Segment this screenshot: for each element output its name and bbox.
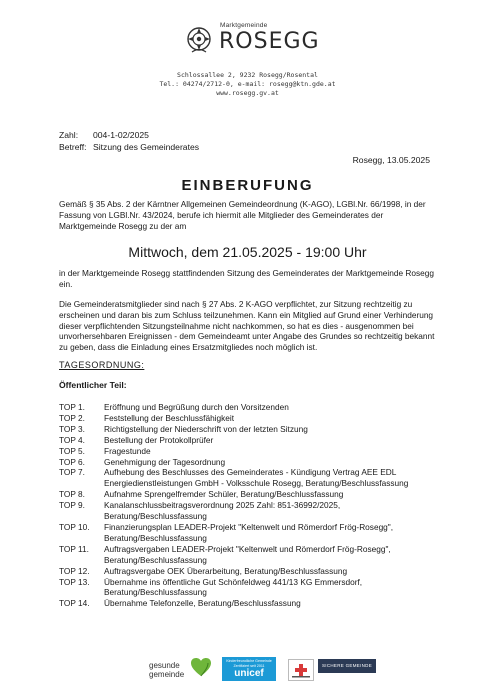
agenda-item-number: TOP 9. — [59, 500, 85, 511]
agenda-item — [59, 544, 439, 566]
municipality-logo — [186, 22, 320, 62]
agenda-item-text: Feststellung der Beschlussfähigkeit — [104, 412, 235, 423]
agenda-item — [59, 424, 439, 435]
agenda-item-text: Finanzierungsplan LEADER-Projekt "Keltenwelt und Römerdorf Frög-Rosegg", Beratung/Beschlussfassung — [104, 521, 394, 543]
place-date: Rosegg, 13.05.2025 — [352, 155, 430, 165]
agenda-item-text: Auftragsvergabe OEK Überarbeitung, Beratung/Beschlussfassung — [104, 565, 348, 576]
cross-logo-icon — [288, 659, 314, 681]
address: Schlossallee 2, 9232 Rosegg/Rosental — [177, 71, 318, 79]
agenda-item — [59, 402, 439, 413]
agenda-item-text: Übernahme Telefonzelle, Beratung/Beschlussfassung — [104, 598, 301, 609]
agenda-item-number: TOP 1. — [59, 402, 85, 412]
agenda-item-text: Genehmigung der Tagesordnung — [104, 456, 226, 467]
agenda-item-number: TOP 11. — [59, 543, 89, 554]
reference-number — [59, 130, 149, 140]
betreff-value: Sitzung des Gemeinderates — [93, 142, 200, 152]
agenda-item-number: TOP 3. — [59, 423, 85, 434]
agenda-item — [59, 435, 439, 446]
intro-paragraph: Gemäß § 35 Abs. 2 der Kärntner Allgemeinen Gemeindeordnung (K-AGO), LGBl.Nr. 66/1998, in der Fassung von LGBl.Nr. 43/2024, berufe ich hiermit alle Mitglieder des Gemeinderates der Marktgemeinde Rosegg zu der am — [59, 199, 426, 231]
agenda-item — [59, 598, 439, 609]
meeting-datetime: Mittwoch, dem 21.05.2025 - 19:00 Uhr — [128, 244, 367, 260]
gesunde-text: gesunde — [149, 661, 180, 670]
agenda-item-number: TOP 4. — [59, 434, 85, 445]
agenda-item-text: Richtigstellung der Niederschrift von der letzten Sitzung — [104, 423, 308, 434]
agenda-item-number: TOP 6. — [59, 456, 85, 467]
agenda-item — [59, 577, 439, 599]
agenda-item — [59, 457, 439, 468]
heart-icon — [190, 657, 212, 677]
agenda-item-text: Fragestunde — [104, 445, 151, 456]
agenda-item-text: Aufnahme Sprengelfremder Schüler, Beratung/Beschlussfassung — [104, 489, 344, 500]
agenda-item — [59, 413, 439, 424]
unicef-certification: Kinderfreundliche Gemeinde Zertifiziert seit 2011 — [226, 659, 272, 668]
agenda-title: TAGESORDNUNG: — [59, 360, 145, 370]
agenda-item-text: Aufhebung des Beschlusses des Gemeinderates - Kündigung Vertrag AEE EDL Energiedienstleistungen GmbH - Volksschule Rosegg, Beratung/Beschlussfassung — [104, 467, 409, 489]
agenda-item-text: Auftragsvergaben LEADER-Projekt "Keltenwelt und Römerdorf Frög-Rosegg", Beratung/Beschlussfassung — [104, 543, 391, 565]
agenda-item-text: Übernahme ins öffentliche Gut Schönfeldweg 441/13 KG Emmersdorf, Beratung/Beschlussfassung — [104, 576, 363, 598]
gemeinde-text: gemeinde — [149, 670, 185, 679]
agenda-list — [59, 402, 439, 609]
agenda-item-number: TOP 5. — [59, 445, 85, 456]
obligation-paragraph: Die Gemeinderatsmitglieder sind nach § 27 Abs. 2 K-AGO verpflichtet, zur Sitzung rechtzeitig zu erscheinen und daran bis zum Schluss teilzunehmen. Kann ein Mitglied auf Grund einer Verhinderung dieser verpflichtenden Sitzungsteilnahme nicht nachkommen, so hat es dies - ausgenommen bei unvorhersehbaren Ereignissen - dem Gemeindeamt unter Angabe des Grundes so rechtzeitig bekannt zu geben, dass die Einladung eines Ersatzmitgliedes noch möglich ist. — [59, 299, 435, 353]
location-paragraph: in der Marktgemeinde Rosegg stattfindenden Sitzung des Gemeinderates der Marktgemeinde Rosegg ein. — [59, 268, 434, 289]
rose-coat-of-arms-icon — [186, 26, 212, 54]
footer-logos — [0, 655, 495, 695]
municipality-name: ROSEGG — [219, 29, 320, 54]
agenda-item — [59, 566, 439, 577]
agenda-item-number: TOP 8. — [59, 489, 85, 500]
agenda-item — [59, 467, 439, 489]
agenda-item-number: TOP 7. — [59, 467, 85, 478]
agenda-item — [59, 500, 439, 522]
public-part-title: Öffentlicher Teil: — [59, 380, 127, 390]
agenda-item — [59, 489, 439, 500]
agenda-item-number: TOP 13. — [59, 576, 90, 587]
agenda-item — [59, 446, 439, 457]
contact-line: Tel.: 04274/2712-0, e-mail: rosegg@ktn.gde.at — [159, 80, 336, 88]
agenda-item-text: Bestellung der Protokollprüfer — [104, 434, 214, 445]
page-title: EINBERUFUNG — [181, 177, 314, 194]
agenda-item-number: TOP 14. — [59, 598, 90, 609]
agenda-item-number: TOP 12. — [59, 565, 90, 576]
subject — [59, 142, 199, 152]
agenda-item-text: Eröffnung und Begrüßung durch den Vorsitzenden — [104, 402, 289, 412]
agenda-item-text: Kanalanschlussbeitragsverordnung 2025 Zahl: 851-36992/2025, Beratung/Beschlussfassung — [104, 500, 341, 522]
municipality-label: Marktgemeinde — [220, 22, 268, 29]
agenda-item-number: TOP 2. — [59, 412, 85, 423]
agenda-item-number: TOP 10. — [59, 521, 90, 532]
unicef-logo — [222, 657, 276, 681]
agenda-item — [59, 522, 439, 544]
zahl-label: Zahl: — [59, 130, 79, 140]
sichere-gemeinde-logo: SICHERE GEMEINDE — [318, 659, 376, 673]
unicef-name: unicef — [234, 668, 264, 679]
gesunde-gemeinde-logo — [149, 661, 184, 679]
betreff-label: Betreff: — [59, 142, 87, 152]
website: www.rosegg.gv.at — [216, 89, 279, 97]
zahl-value: 004-1-02/2025 — [93, 130, 149, 140]
